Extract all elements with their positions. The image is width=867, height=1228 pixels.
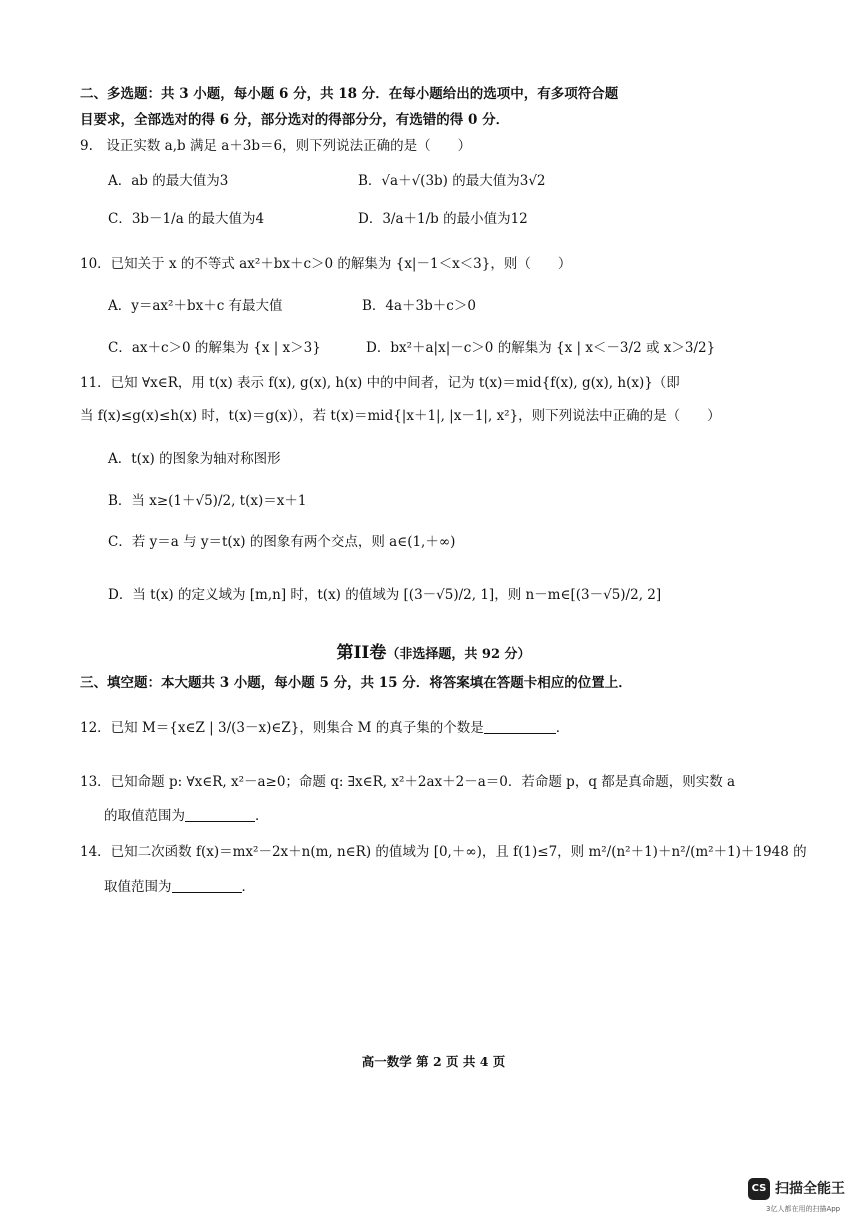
q10-option-c: C．ax＋c＞0 的解集为 {x | x＞3} — [108, 340, 321, 356]
q9-stem: 9. 设正实数 a,b 满足 a＋3b＝6，则下列说法正确的是（ ） — [80, 138, 472, 154]
q14-line1: 14．已知二次函数 f(x)＝mx²－2x＋n(m, n∈R) 的值域为 [0,＋∞)，且 f(1)≤7，则 m²/(n²＋1)＋n²/(m²＋1)＋1948 的 — [80, 844, 807, 860]
q13-answer-blank[interactable] — [185, 807, 255, 822]
q13-end: ． — [255, 808, 269, 824]
q10-option-b: B．4a＋3b＋c＞0 — [362, 298, 476, 314]
q10-stem: 10．已知关于 x 的不等式 ax²＋bx＋c＞0 的解集为 {x|－1＜x＜3}，则（ ） — [80, 256, 572, 272]
q12-answer-blank[interactable] — [484, 719, 556, 734]
q10-option-a: A．y＝ax²＋bx＋c 有最大值 — [108, 298, 283, 314]
q11-option-b: B．当 x≥(1＋√5)/2, t(x)＝x＋1 — [108, 493, 307, 509]
camscanner-title: 扫描全能王 — [775, 1181, 845, 1197]
q12-stem: 12．已知 M＝{x∈Z | 3/(3－x)∈Z}，则集合 M 的真子集的个数是 — [80, 720, 484, 736]
q9-option-c: C．3b－1/a 的最大值为4 — [108, 211, 265, 227]
q13-prompt: 的取值范围为 — [104, 808, 185, 824]
camscanner-watermark — [748, 1176, 860, 1218]
q12-end: ． — [555, 720, 570, 736]
q13-line2 — [104, 806, 269, 826]
camscanner-logo-icon: CS — [748, 1178, 770, 1200]
q9-option-b: B．√a＋√(3b) 的最大值为3√2 — [358, 173, 546, 189]
section3-header: 三、填空题：本大题共 3 小题，每小题 5 分，共 15 分．将答案填在答题卡相应的位置上． — [80, 675, 632, 691]
q9-option-d: D．3/a＋1/b 的最小值为12 — [358, 211, 528, 227]
q11-line2: 当 f(x)≤g(x)≤h(x) 时，t(x)＝g(x)），若 t(x)＝mid{|x＋1|, |x－1|, x²}，则下列说法中正确的是（ ） — [80, 408, 721, 424]
page-footer: 高一数学 第 2 页 共 4 页 — [361, 1054, 506, 1069]
part2-title — [0, 638, 867, 663]
q9-option-a: A．ab 的最大值为3 — [108, 173, 229, 189]
q14-prompt: 取值范围为 — [104, 879, 172, 895]
q10-option-d: D．bx²＋a|x|－c＞0 的解集为 {x | x＜－3/2 或 x＞3/2} — [366, 340, 716, 356]
q13-line1: 13．已知命题 p: ∀x∈R, x²－a≥0；命题 q: ∃x∈R, x²＋2ax＋2－a＝0．若命题 p，q 都是真命题，则实数 a — [80, 774, 736, 790]
section2-line2: 目要求，全部选对的得 6 分，部分选对的得部分分，有选错的得 0 分． — [80, 112, 510, 128]
q11-option-c: C．若 y＝a 与 y＝t(x) 的图象有两个交点，则 a∈(1,＋∞) — [108, 534, 456, 550]
q14-end: ． — [241, 879, 255, 895]
q12-line — [80, 718, 569, 738]
q14-line2 — [104, 877, 255, 897]
q11-option-a: A．t(x) 的图象为轴对称图形 — [108, 451, 281, 467]
camscanner-subtitle: 3亿人都在用的扫描App — [766, 1205, 841, 1213]
q11-line1: 11．已知 ∀x∈R，用 t(x) 表示 f(x), g(x), h(x) 中的中间者，记为 t(x)＝mid{f(x), g(x), h(x)}（即 — [80, 375, 680, 391]
section2-line1: 二、多选题：共 3 小题，每小题 6 分，共 18 分．在每小题给出的选项中，有多项符合题 — [80, 86, 619, 102]
q11-option-d: D．当 t(x) 的定义域为 [m,n] 时，t(x) 的值域为 [(3－√5)/2, 1]，则 n－m∈[(3－√5)/2, 2] — [108, 587, 662, 603]
q14-answer-blank[interactable] — [172, 878, 242, 893]
part2-subtitle: （非选择题，共 92 分） — [386, 647, 531, 662]
part2-title-main: 第II卷 — [336, 643, 387, 663]
